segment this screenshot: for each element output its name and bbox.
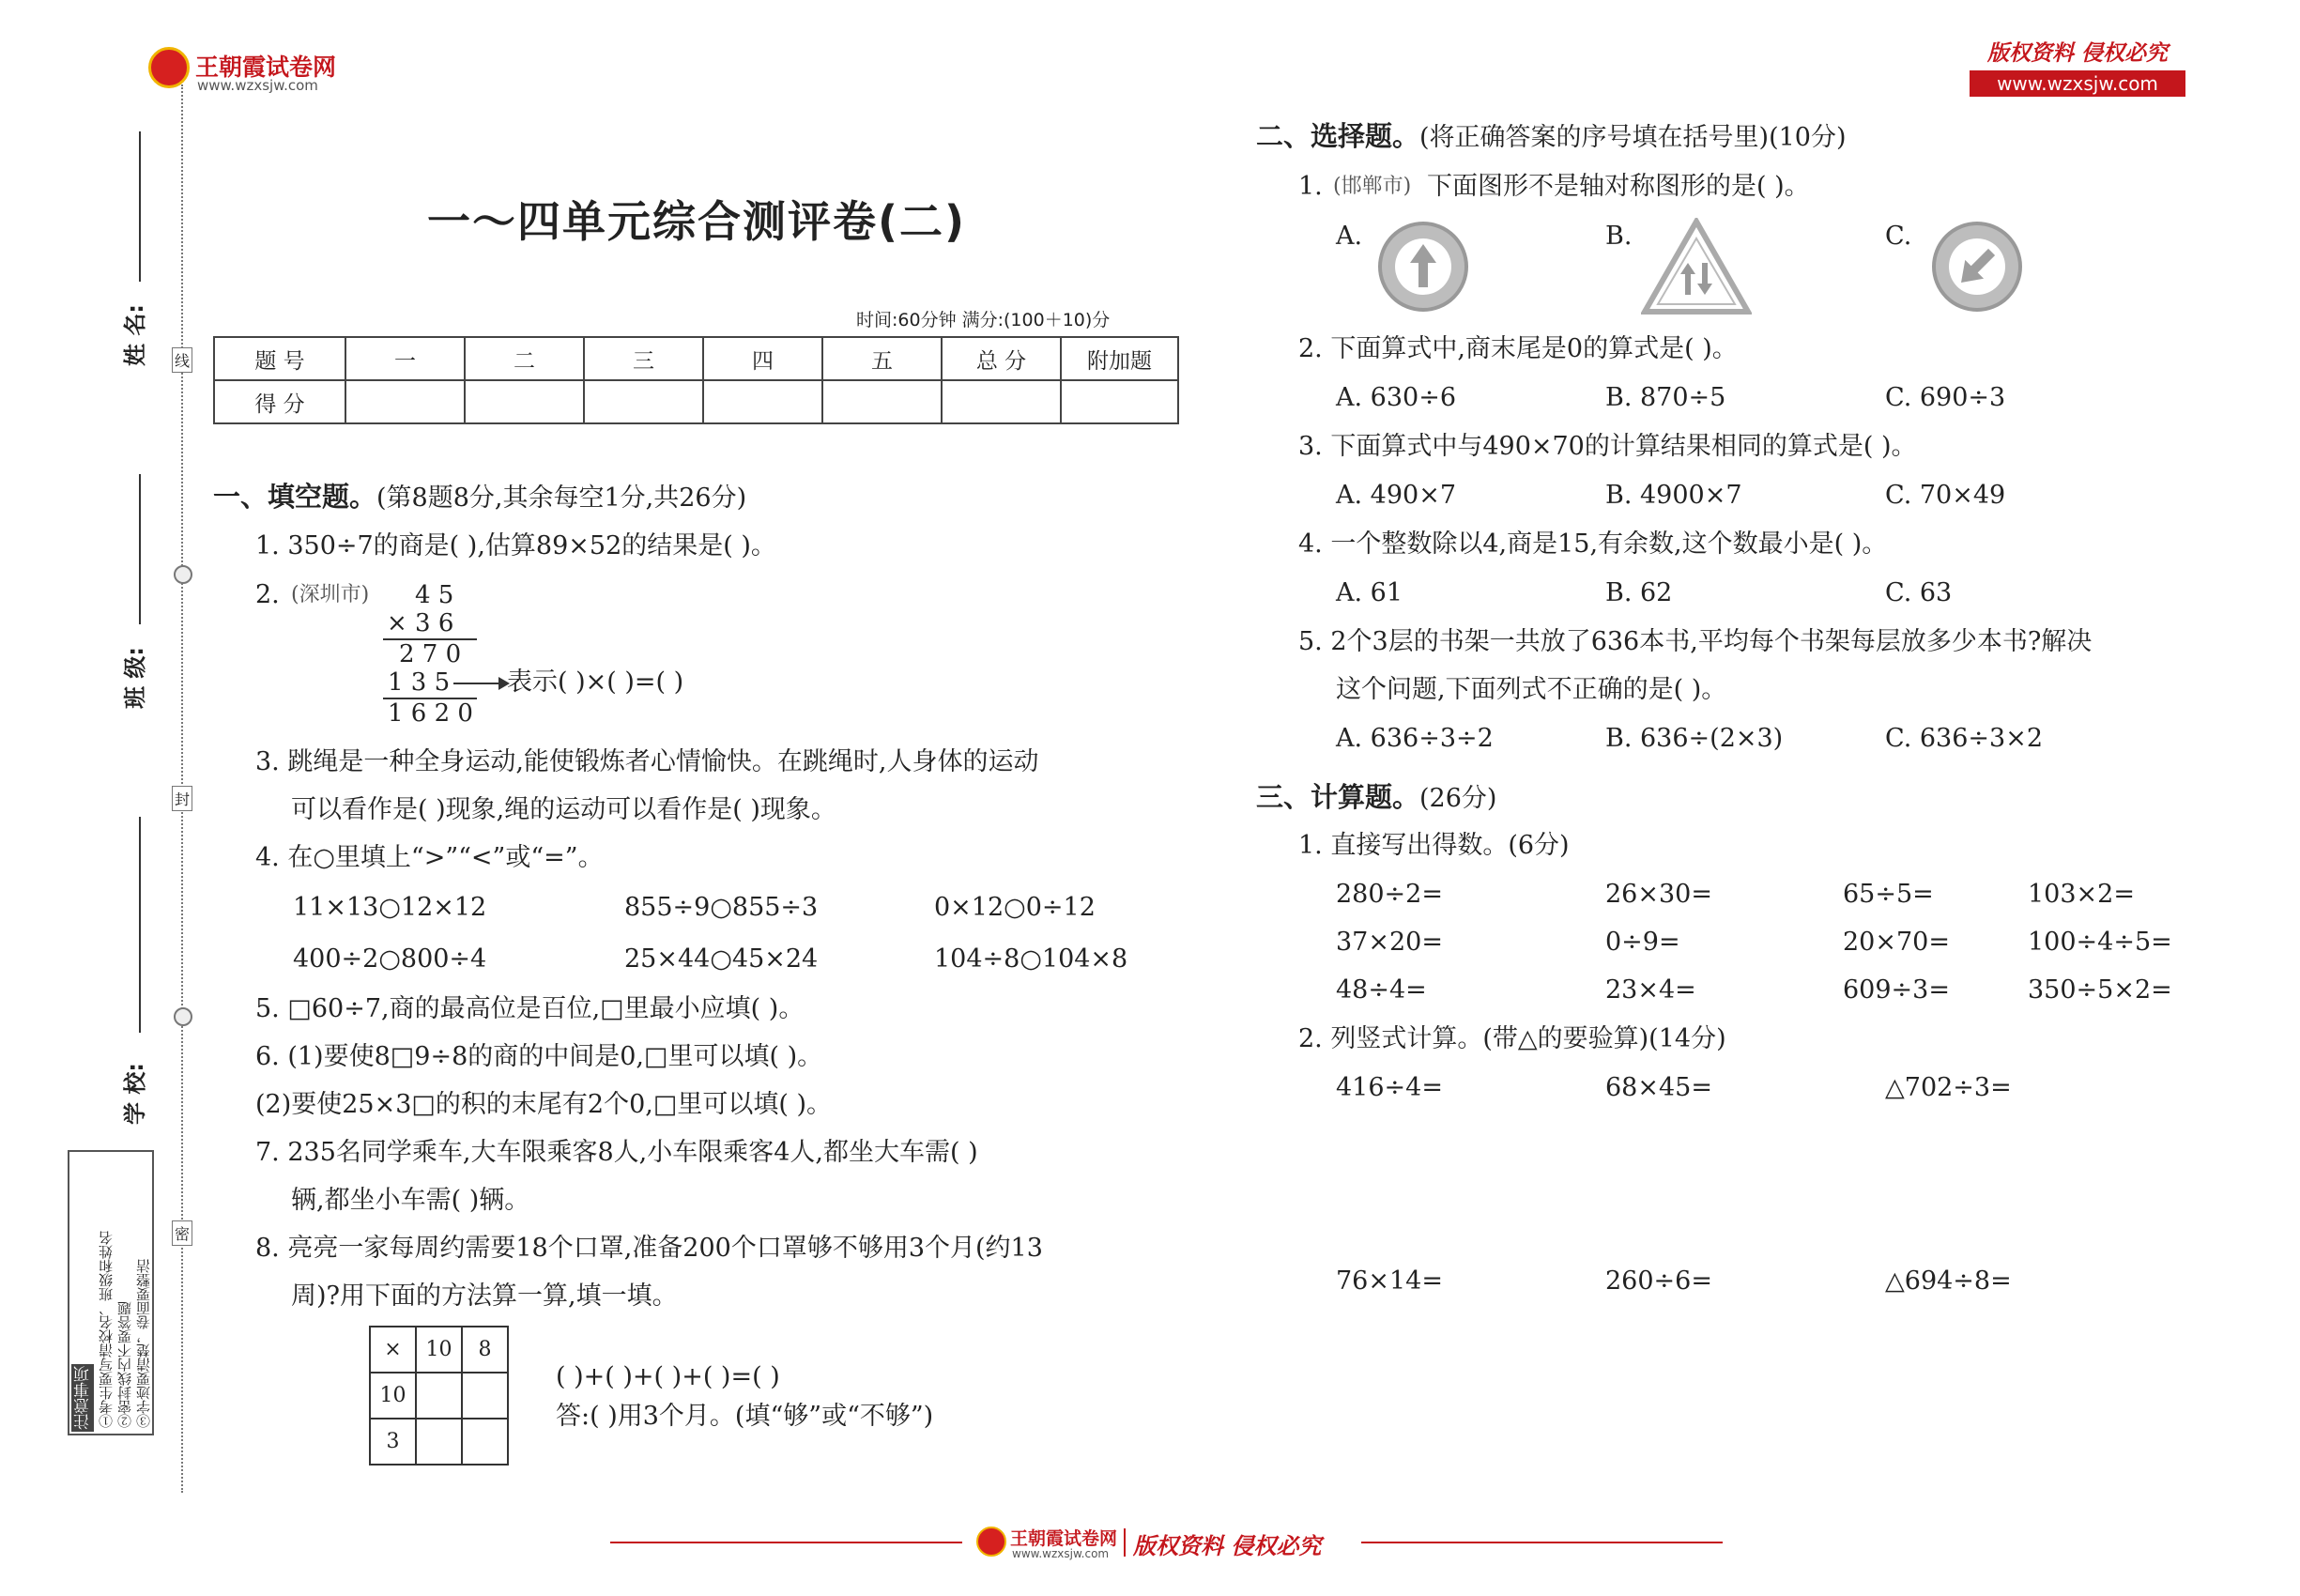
section3-note: (26分) xyxy=(1419,784,1497,813)
footer-rule-left xyxy=(610,1542,962,1543)
score-cell[interactable] xyxy=(1061,380,1178,423)
s1-q2-line3: 2 7 0 xyxy=(399,640,462,668)
s2-q5a: 5. 2个3层的书架一共放了636本书,平均每个书架每层放多少本书?解决 xyxy=(1298,627,2093,656)
seal-dot-2 xyxy=(174,1007,192,1026)
school-label: 学 校: xyxy=(122,1063,148,1125)
s1-q4-item: 0×12○0÷12 xyxy=(934,893,1096,922)
grid-cell[interactable] xyxy=(416,1419,462,1465)
s1-q7a: 7. 235名同学乘车,大车限乘客8人,小车限乘客4人,都坐大车需( ) xyxy=(255,1138,978,1167)
section1-heading xyxy=(213,481,746,514)
s3-q1: 1. 直接写出得数。(6分) xyxy=(1298,831,1570,860)
s3-q1-item: 37×20= xyxy=(1336,928,1443,957)
exam-meta: 时间:60分钟 满分:(100＋10)分 xyxy=(856,310,1111,330)
name-underline xyxy=(139,131,141,282)
footer-emblem-icon xyxy=(976,1527,1006,1557)
seal-char-3: 密 xyxy=(172,1220,192,1246)
grid-cell[interactable] xyxy=(462,1373,508,1419)
up-arrow-sign-icon xyxy=(1378,222,1468,312)
logo-emblem-icon xyxy=(148,47,190,88)
s3-q1-item: 280÷2= xyxy=(1336,880,1443,909)
s3-q1-item: 23×4= xyxy=(1605,975,1696,1005)
score-row-label: 得 分 xyxy=(214,380,345,423)
s1-q4-item: 25×44○45×24 xyxy=(624,944,819,974)
s1-q4-item: 11×13○12×12 xyxy=(293,893,487,922)
score-header-cell: 一 xyxy=(345,337,465,380)
score-header-cell: 二 xyxy=(465,337,584,380)
s1-q3b: 可以看作是( )现象,绳的运动可以看作是( )现象。 xyxy=(291,795,836,824)
s1-q2-arrow xyxy=(453,683,502,684)
s3-q1-item: 26×30= xyxy=(1605,880,1712,909)
section2-heading xyxy=(1256,120,1847,154)
s1-q6b: (2)要使25×3□的积的末尾有2个0,□里可以填( )。 xyxy=(255,1090,833,1119)
grid-cell: × xyxy=(370,1327,416,1373)
s2-q4: 4. 一个整数除以4,商是15,有余数,这个数最小是( )。 xyxy=(1298,529,1888,559)
s1-q3a: 3. 跳绳是一种全身运动,能使锻炼者心情愉快。在跳绳时,人身体的运动 xyxy=(255,747,1039,776)
name-label: 姓 名: xyxy=(122,304,148,366)
copyright-url: www.wzxsjw.com xyxy=(1970,70,2185,97)
notes-title: 注意事项 xyxy=(71,1364,94,1432)
section3-title: 三、计算题。 xyxy=(1256,781,1420,813)
logo-name: 王朝霞试卷网 xyxy=(195,54,337,81)
s2-q2-opt: B. 870÷5 xyxy=(1605,383,1726,412)
logo-url: www.wzxsjw.com xyxy=(197,77,318,94)
score-cell[interactable] xyxy=(345,380,465,423)
score-table xyxy=(213,336,1179,424)
s2-q2-opt: C. 690÷3 xyxy=(1885,383,2006,412)
note-2: ②密封线内不要答题 xyxy=(116,1301,133,1428)
copyright-text: 版权资料 侵权必究 xyxy=(1986,41,2168,66)
grid-row xyxy=(370,1419,508,1465)
grid-cell: 10 xyxy=(416,1327,462,1373)
s3-q1-item: 48÷4= xyxy=(1336,975,1427,1005)
footer-logo-name: 王朝霞试卷网 xyxy=(1010,1528,1118,1549)
s1-q2-tail: 表示( )×( )=( ) xyxy=(507,668,684,697)
footer-divider xyxy=(1124,1528,1126,1557)
s1-q4: 4. 在○里填上“>”“<”或“=”。 xyxy=(255,843,604,872)
s2-q1-opt-a: A. xyxy=(1336,222,1363,251)
s3-q2-item: 68×45= xyxy=(1605,1073,1712,1102)
s1-q4-item: 855÷9○855÷3 xyxy=(624,893,819,922)
s2-q1-num: 1. xyxy=(1298,172,1323,201)
s1-q2-line1: 4 5 xyxy=(415,581,454,609)
s2-q3-opt: B. 4900×7 xyxy=(1605,481,1742,510)
s3-q1-item: 20×70= xyxy=(1843,928,1950,957)
s2-q3-opt: A. 490×7 xyxy=(1336,481,1456,510)
s2-q3-opt: C. 70×49 xyxy=(1885,481,2006,510)
s1-q2-city: (深圳市) xyxy=(291,583,370,606)
grid-row xyxy=(370,1373,508,1419)
s1-q2-line5: 1 6 2 0 xyxy=(388,699,473,728)
s1-q8-answer: 答:( )用3个月。(填“够”或“不够”) xyxy=(556,1402,934,1431)
s3-q1-item: 609÷3= xyxy=(1843,975,1950,1005)
grid-cell[interactable] xyxy=(416,1373,462,1419)
grid-cell: 10 xyxy=(370,1373,416,1419)
s2-q2: 2. 下面算式中,商末尾是0的算式是( )。 xyxy=(1298,334,1738,363)
s2-q5-opt: B. 636÷(2×3) xyxy=(1605,724,1784,753)
s2-q3: 3. 下面算式中与490×70的计算结果相同的算式是( )。 xyxy=(1298,432,1917,461)
s1-q4-item: 104÷8○104×8 xyxy=(934,944,1128,974)
score-cell[interactable] xyxy=(584,380,703,423)
s2-q1-opt-c: C. xyxy=(1885,222,1912,251)
multiplication-grid xyxy=(369,1326,509,1466)
s3-q2-item: 416÷4= xyxy=(1336,1073,1443,1102)
s2-q1-opt-b: B. xyxy=(1605,222,1633,251)
notes-box xyxy=(68,1150,154,1435)
s2-q1-text: 下面图形不是轴对称图形的是( )。 xyxy=(1427,172,1810,201)
s3-q2-item: 76×14= xyxy=(1336,1266,1443,1296)
s2-q1-city: (邯郸市) xyxy=(1333,175,1412,198)
s3-q1-item: 103×2= xyxy=(2028,880,2135,909)
score-header-cell: 总 分 xyxy=(942,337,1061,380)
s3-q1-item: 0÷9= xyxy=(1605,928,1680,957)
seal-char-2: 封 xyxy=(172,786,192,811)
s3-q2: 2. 列竖式计算。(带△的要验算)(14分) xyxy=(1298,1024,1726,1053)
score-row xyxy=(214,380,1178,423)
copyright-block xyxy=(1970,36,2185,97)
seal-dot-1 xyxy=(174,565,192,584)
score-cell[interactable] xyxy=(465,380,584,423)
s1-q5: 5. □60÷7,商的最高位是百位,□里最小应填( )。 xyxy=(255,994,805,1023)
s1-q4-item: 400÷2○800÷4 xyxy=(293,944,487,974)
class-label: 班 级: xyxy=(122,647,148,709)
s2-q5-opt: A. 636÷3÷2 xyxy=(1336,724,1494,753)
grid-cell: 8 xyxy=(462,1327,508,1373)
s1-q2-line2: × 3 6 xyxy=(387,609,454,637)
page-title: 一～四单元综合测评卷(二) xyxy=(427,196,967,247)
class-underline xyxy=(139,474,141,624)
score-header-cell: 附加题 xyxy=(1061,337,1178,380)
s3-q2-item: △702÷3= xyxy=(1885,1073,2012,1102)
score-cell[interactable] xyxy=(942,380,1061,423)
section3-heading xyxy=(1256,781,1496,815)
score-cell[interactable] xyxy=(703,380,822,423)
s3-q1-item: 65÷5= xyxy=(1843,880,1934,909)
note-3: ③字迹要清楚，卷面要整洁 xyxy=(135,1259,152,1428)
s2-q4-opt: B. 62 xyxy=(1605,578,1673,607)
note-1: ①考生要写清校名、班级和姓名 xyxy=(98,1231,115,1428)
school-underline xyxy=(139,817,141,1033)
s1-q8b: 周)?用下面的方法算一算,填一填。 xyxy=(291,1281,678,1311)
grid-cell[interactable] xyxy=(462,1419,508,1465)
s1-q1: 1. 350÷7的商是( ),估算89×52的结果是( )。 xyxy=(255,531,776,560)
grid-row xyxy=(370,1327,508,1373)
footer-copyright: 版权资料 侵权必究 xyxy=(1133,1533,1322,1559)
s1-q6a: 6. (1)要使8□9÷8的商的中间是0,□里可以填( )。 xyxy=(255,1042,823,1071)
grid-cell: 3 xyxy=(370,1419,416,1465)
section1-title: 一、填空题。 xyxy=(213,481,377,513)
s3-q1-item: 350÷5×2= xyxy=(2028,975,2172,1005)
s1-q8-equation: ( )+( )+( )+( )=( ) xyxy=(556,1362,780,1391)
footer-logo-url: www.wzxsjw.com xyxy=(1012,1547,1110,1560)
s2-q4-opt: C. 63 xyxy=(1885,578,1953,607)
s1-q2-num: 2. xyxy=(255,580,280,609)
diagonal-arrow-sign-icon xyxy=(1932,222,2022,312)
score-header-cell: 三 xyxy=(584,337,703,380)
s2-q2-opt: A. 630÷6 xyxy=(1336,383,1456,412)
section2-title: 二、选择题。 xyxy=(1256,120,1420,152)
score-header-cell: 四 xyxy=(703,337,822,380)
warning-triangle-icon xyxy=(1641,218,1752,319)
s1-q8a: 8. 亮亮一家每周约需要18个口罩,准备200个口罩够不够用3个月(约13 xyxy=(255,1234,1043,1263)
score-header-cell: 五 xyxy=(822,337,942,380)
section2-note: (将正确答案的序号填在括号里)(10分) xyxy=(1419,123,1847,152)
section1-note: (第8题8分,其余每空1分,共26分) xyxy=(376,483,747,513)
footer-rule-right xyxy=(1361,1542,1723,1543)
s1-q7b: 辆,都坐小车需( )辆。 xyxy=(291,1186,530,1215)
s3-q1-item: 100÷4÷5= xyxy=(2028,928,2172,957)
s2-q4-opt: A. 61 xyxy=(1336,578,1403,607)
score-header-cell: 题 号 xyxy=(214,337,345,380)
s2-q5-opt: C. 636÷3×2 xyxy=(1885,724,2043,753)
s3-q2-item: △694÷8= xyxy=(1885,1266,2012,1296)
score-header-row xyxy=(214,337,1178,380)
seal-char-1: 线 xyxy=(172,347,192,373)
s3-q2-item: 260÷6= xyxy=(1605,1266,1712,1296)
s1-q2-line4: 1 3 5 xyxy=(388,668,451,697)
s2-q5b: 这个问题,下面列式不正确的是( )。 xyxy=(1336,675,1727,704)
score-cell[interactable] xyxy=(822,380,942,423)
